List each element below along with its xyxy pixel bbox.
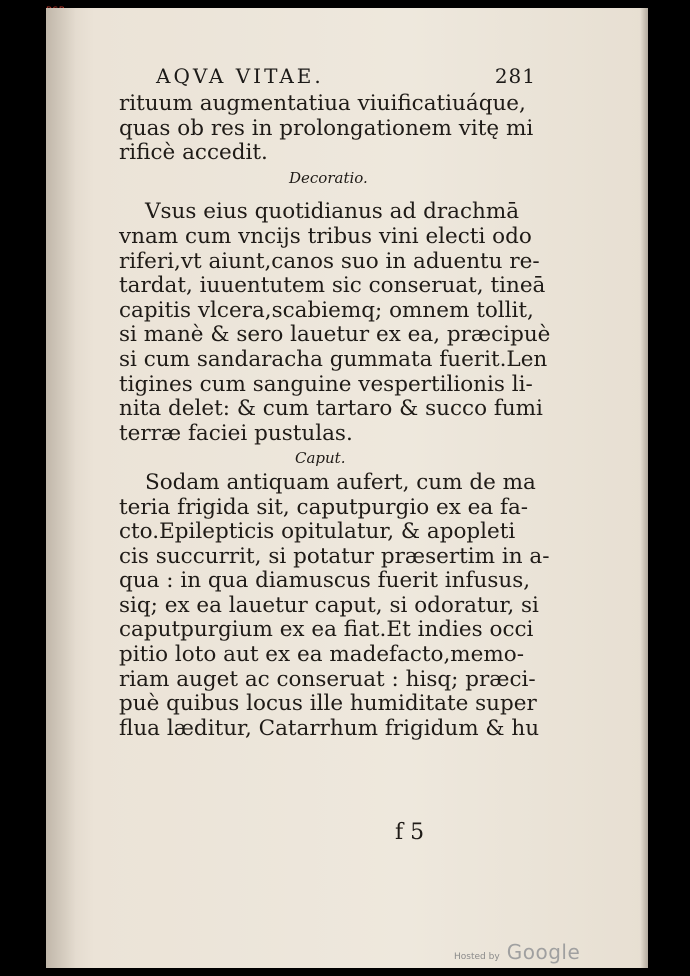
text-line: riam auget ac conseruat : hisq; præci- [119, 666, 536, 692]
running-head-title: AQVA VITAE. [156, 64, 324, 88]
text-line: quas ob res in prolongationem vitę mi [119, 115, 534, 141]
page-number: 281 [494, 64, 536, 88]
text-line: si manè & sero lauetur ex ea, præcipuè [119, 322, 551, 348]
book-page [46, 8, 648, 968]
text-line: teria frigida sit, caputpurgio ex ea fa- [119, 494, 529, 520]
text-line: cis succurrit, si potatur præsertim in a- [119, 543, 550, 569]
page-edge-shadow [640, 8, 648, 968]
text-line: capitis vlcera,scabiemq; omnem tollit, [119, 297, 534, 323]
text-line: nita delet: & cum tartaro & succo fumi [119, 396, 543, 422]
hosted-by-label: Hosted by [454, 952, 500, 962]
section-heading-decoratio: Decoratio. [289, 168, 368, 187]
hosted-by-watermark [454, 940, 580, 964]
text-line: siq; ex ea lauetur caput, si odoratur, si [119, 592, 539, 618]
text-line: rificè accedit. [119, 140, 268, 166]
text-line: vnam cum vncijs tribus vini electi odo [119, 223, 532, 249]
section-heading-caput: Caput. [295, 449, 346, 468]
text-line: si cum sandaracha gummata fuerit.Len [119, 346, 548, 372]
text-line: rituum augmentatiua viuificatiuáque, [119, 91, 526, 116]
text-line: tigines cum sanguine vespertilionis li- [119, 371, 533, 397]
signature-mark: f 5 [395, 820, 425, 845]
text-line: cto.Epilepticis opitulatur, & apopleti [119, 519, 516, 545]
text-line: terræ faciei pustulas. [119, 420, 353, 446]
page-text [119, 91, 551, 741]
text-line: puè quibus locus ille humiditate super [119, 691, 537, 717]
text-line: Vsus eius quotidianus ad drachmā [145, 199, 520, 225]
text-line: riferi,vt aiunt,canos suo in aduentu re- [119, 248, 540, 274]
google-logo: Google [506, 940, 581, 964]
text-line: qua : in qua diamuscus fuerit infusus, [119, 568, 531, 594]
text-line: caputpurgium ex ea fiat.Et indies occi [119, 617, 534, 643]
text-line: tardat, iuuentutem sic conseruat, tineā [119, 273, 546, 299]
text-line: flua læditur, Catarrhum frigidum & hu [119, 715, 540, 741]
text-line: Sodam antiquam aufert, cum de ma [145, 469, 536, 495]
text-line: pitio loto aut ex ea madefacto,memo- [119, 642, 525, 668]
